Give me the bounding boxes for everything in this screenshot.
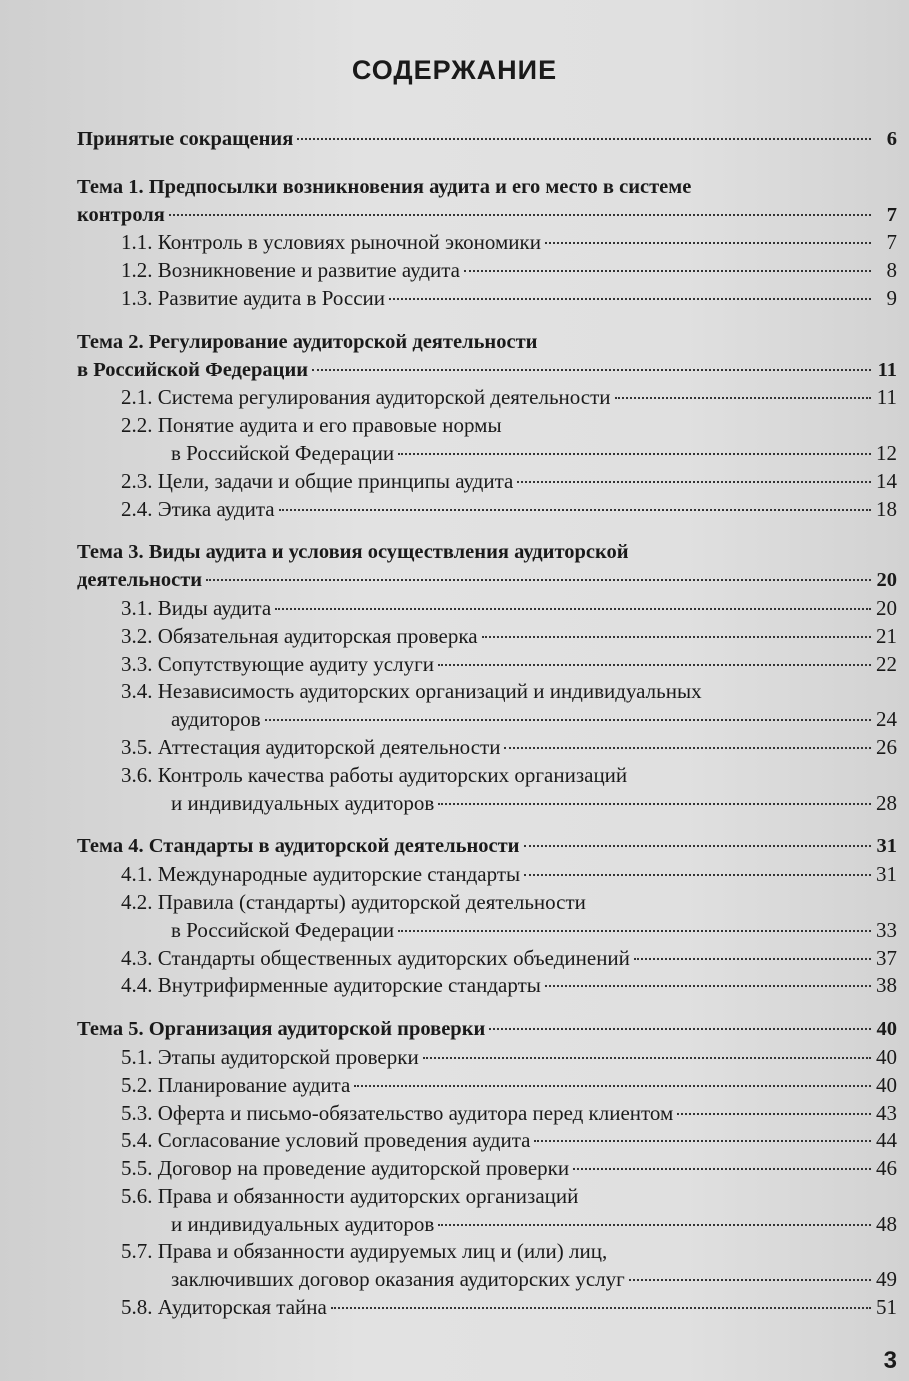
- toc-entry-label: 2.3. Цели, задачи и общие принципы аудита: [121, 468, 514, 493]
- toc-section-1-2[interactable]: [77, 257, 897, 285]
- dot-leader: [297, 138, 871, 140]
- toc-topic-1[interactable]: [77, 202, 897, 230]
- toc-page-number: 20: [876, 595, 897, 620]
- toc-page-number: 40: [876, 1044, 897, 1069]
- toc-topic-1-line1: Тема 1. Предпосылки возникновения аудита и его место в системе: [77, 175, 692, 198]
- toc-topic-4[interactable]: [77, 833, 897, 861]
- toc-page-number: 20: [876, 569, 897, 592]
- toc-section-4-3[interactable]: [77, 945, 897, 973]
- dot-leader: [534, 1140, 871, 1142]
- toc-section-2-2[interactable]: [77, 440, 897, 468]
- toc-entry-label: 3.1. Виды аудита: [121, 595, 272, 620]
- toc-entry-label: и индивидуальных аудиторов: [171, 790, 435, 815]
- toc-entry-label: заключивших договор оказания аудиторских услуг: [171, 1267, 625, 1292]
- toc-page-number: 9: [886, 285, 897, 310]
- toc-page-number: 28: [876, 790, 897, 815]
- toc-entry-label: 3.2. Обязательная аудиторская проверка: [121, 623, 478, 648]
- dot-leader: [545, 985, 871, 987]
- toc-page-number: 14: [876, 468, 897, 493]
- toc-page-number: 33: [876, 917, 897, 942]
- toc-page-number: 48: [876, 1211, 897, 1236]
- dot-leader: [545, 242, 871, 244]
- toc-section-4-2-line1: [77, 889, 897, 917]
- toc-section-5-5[interactable]: [77, 1155, 897, 1183]
- toc-section-5-6[interactable]: [77, 1211, 897, 1239]
- toc-entry-label: 5.6. Права и обязанности аудиторских организаций: [121, 1183, 579, 1208]
- toc-section-3-6[interactable]: [77, 790, 897, 818]
- dot-leader: [354, 1085, 871, 1087]
- toc-entry-label: 5.1. Этапы аудиторской проверки: [121, 1044, 419, 1069]
- page-number: 3: [883, 1347, 897, 1374]
- toc-entry-label: 4.2. Правила (стандарты) аудиторской деятельности: [121, 889, 586, 914]
- toc-section-3-4[interactable]: [77, 706, 897, 734]
- dot-leader: [489, 1028, 871, 1030]
- toc-entry-label: Принятые сокращения: [77, 128, 294, 150]
- toc-page-number: 24: [876, 707, 897, 732]
- toc-entry-abbreviations[interactable]: [77, 126, 897, 154]
- toc-page-number: 40: [876, 1072, 897, 1097]
- toc-entry-label: в Российской Федерации: [77, 358, 309, 381]
- toc-section-5-2[interactable]: [77, 1072, 897, 1100]
- toc-entry-label: 3.6. Контроль качества работы аудиторских организаций: [121, 762, 628, 787]
- toc-page-number: 37: [876, 945, 897, 970]
- dot-leader: [524, 874, 871, 876]
- toc-entry-label: 1.1. Контроль в условиях рыночной экономики: [121, 230, 541, 255]
- toc-section-3-6-line1: [77, 762, 897, 790]
- toc-page-number: 11: [876, 385, 897, 410]
- toc-section-3-4-line1: [77, 678, 897, 706]
- dot-leader: [438, 664, 871, 666]
- toc-section-4-2[interactable]: [77, 917, 897, 945]
- toc-page-number: 31: [876, 835, 897, 858]
- dot-leader: [398, 453, 871, 455]
- toc-entry-label: 2.4. Этика аудита: [121, 496, 275, 521]
- toc-entry-label: 4.4. Внутрифирменные аудиторские стандарты: [121, 973, 541, 998]
- dot-leader: [275, 608, 871, 610]
- toc-entry-label: деятельности: [77, 569, 203, 592]
- toc-section-2-4[interactable]: [77, 496, 897, 524]
- dot-leader: [634, 958, 871, 960]
- toc-section-3-3[interactable]: [77, 651, 897, 679]
- dot-leader: [331, 1307, 871, 1309]
- toc-page-number: 18: [876, 496, 897, 521]
- toc-topic-2-line1: Тема 2. Регулирование аудиторской деятельности: [77, 330, 538, 353]
- dot-leader: [504, 747, 871, 749]
- toc-section-5-7[interactable]: [77, 1266, 897, 1294]
- toc-entry-label: 1.2. Возникновение и развитие аудита: [121, 258, 460, 283]
- toc-entry-label: и индивидуальных аудиторов: [171, 1211, 435, 1236]
- toc-section-4-4[interactable]: [77, 972, 897, 1000]
- toc-page-number: 46: [876, 1156, 897, 1181]
- toc-page-number: 22: [876, 651, 897, 676]
- toc-page-number: 40: [876, 1018, 897, 1041]
- toc-page-number: 6: [886, 128, 897, 150]
- toc-entry-label: 2.2. Понятие аудита и его правовые нормы: [121, 413, 502, 438]
- toc-section-2-3[interactable]: [77, 468, 897, 496]
- toc-entry-label: контроля: [77, 203, 165, 226]
- toc-section-1-3[interactable]: [77, 285, 897, 313]
- toc-section-5-7-line1: [77, 1238, 897, 1266]
- toc-entry-label: 5.7. Права и обязанности аудируемых лиц и (или) лиц,: [121, 1239, 608, 1264]
- dot-leader: [389, 298, 871, 300]
- toc-page-number: 44: [876, 1128, 897, 1153]
- toc-section-5-6-line1: [77, 1183, 897, 1211]
- toc-section-1-1[interactable]: [77, 229, 897, 257]
- toc-entry-label: в Российской Федерации: [171, 917, 395, 942]
- toc-entry-label: 1.3. Развитие аудита в России: [121, 285, 386, 310]
- toc-entry-label: 5.3. Оферта и письмо-обязательство аудитора перед клиентом: [121, 1100, 674, 1125]
- toc-topic-2[interactable]: [77, 357, 897, 385]
- toc-entry-label: аудиторов: [171, 707, 261, 732]
- dot-leader: [517, 481, 871, 483]
- toc-page-number: 7: [886, 203, 897, 226]
- toc-entry-label: 5.8. Аудиторская тайна: [121, 1295, 327, 1320]
- toc-entry-label: 4.1. Международные аудиторские стандарты: [121, 862, 521, 887]
- toc-section-3-2[interactable]: [77, 623, 897, 651]
- toc-page-number: 43: [876, 1100, 897, 1125]
- dot-leader: [438, 1224, 871, 1226]
- toc-page-number: 8: [886, 258, 897, 283]
- toc-section-5-1[interactable]: [77, 1044, 897, 1072]
- toc-page-number: 7: [886, 230, 897, 255]
- toc-topic-3-line1: Тема 3. Виды аудита и условия осуществления аудиторской: [77, 541, 629, 564]
- toc-topic-3[interactable]: [77, 567, 897, 595]
- dot-leader: [573, 1168, 871, 1170]
- toc-section-2-1[interactable]: [77, 384, 897, 412]
- dot-leader: [423, 1057, 871, 1059]
- dot-leader: [438, 803, 871, 805]
- toc-entry-label: 3.4. Независимость аудиторских организаций и индивидуальных: [121, 679, 702, 704]
- toc-page-number: 11: [877, 358, 897, 381]
- dot-leader: [169, 214, 871, 216]
- toc-page-number: 12: [876, 440, 897, 465]
- dot-leader: [677, 1113, 871, 1115]
- dot-leader: [524, 845, 872, 847]
- toc-section-5-4[interactable]: [77, 1127, 897, 1155]
- dot-leader: [629, 1279, 871, 1281]
- dot-leader: [265, 719, 871, 721]
- toc-page-number: 26: [876, 734, 897, 759]
- dot-leader: [615, 397, 871, 399]
- dot-leader: [482, 636, 871, 638]
- toc-section-3-5[interactable]: [77, 734, 897, 762]
- dot-leader: [206, 579, 871, 581]
- toc-section-2-2-line1: [77, 412, 897, 440]
- toc-entry-label: 5.2. Планирование аудита: [121, 1072, 351, 1097]
- dot-leader: [464, 270, 871, 272]
- toc-entry-label: 5.5. Договор на проведение аудиторской проверки: [121, 1156, 570, 1181]
- toc-entry-label: 3.5. Аттестация аудиторской деятельности: [121, 734, 501, 759]
- toc-entry-label: 3.3. Сопутствующие аудиту услуги: [121, 651, 434, 676]
- table-of-contents: [77, 126, 897, 1322]
- toc-topic-5[interactable]: [77, 1016, 897, 1044]
- toc-section-5-8[interactable]: [77, 1294, 897, 1322]
- toc-entry-label: Тема 5. Организация аудиторской проверки: [77, 1018, 486, 1041]
- dot-leader: [312, 369, 871, 371]
- toc-page-number: 21: [876, 623, 897, 648]
- toc-page-number: 31: [876, 862, 897, 887]
- toc-section-3-1[interactable]: [77, 595, 897, 623]
- toc-entry-label: 5.4. Согласование условий проведения аудита: [121, 1128, 531, 1153]
- page-title: СОДЕРЖАНИЕ: [351, 55, 558, 85]
- toc-entry-label: в Российской Федерации: [171, 440, 395, 465]
- toc-page-number: 51: [876, 1295, 897, 1320]
- toc-entry-label: Тема 4. Стандарты в аудиторской деятельности: [77, 835, 520, 858]
- toc-entry-label: 4.3. Стандарты общественных аудиторских объединений: [121, 945, 630, 970]
- dot-leader: [398, 930, 871, 932]
- toc-section-4-1[interactable]: [77, 861, 897, 889]
- dot-leader: [279, 509, 871, 511]
- toc-page-number: 49: [876, 1267, 897, 1292]
- toc-entry-label: 2.1. Система регулирования аудиторской деятельности: [121, 385, 611, 410]
- toc-section-5-3[interactable]: [77, 1100, 897, 1128]
- toc-page-number: 38: [876, 973, 897, 998]
